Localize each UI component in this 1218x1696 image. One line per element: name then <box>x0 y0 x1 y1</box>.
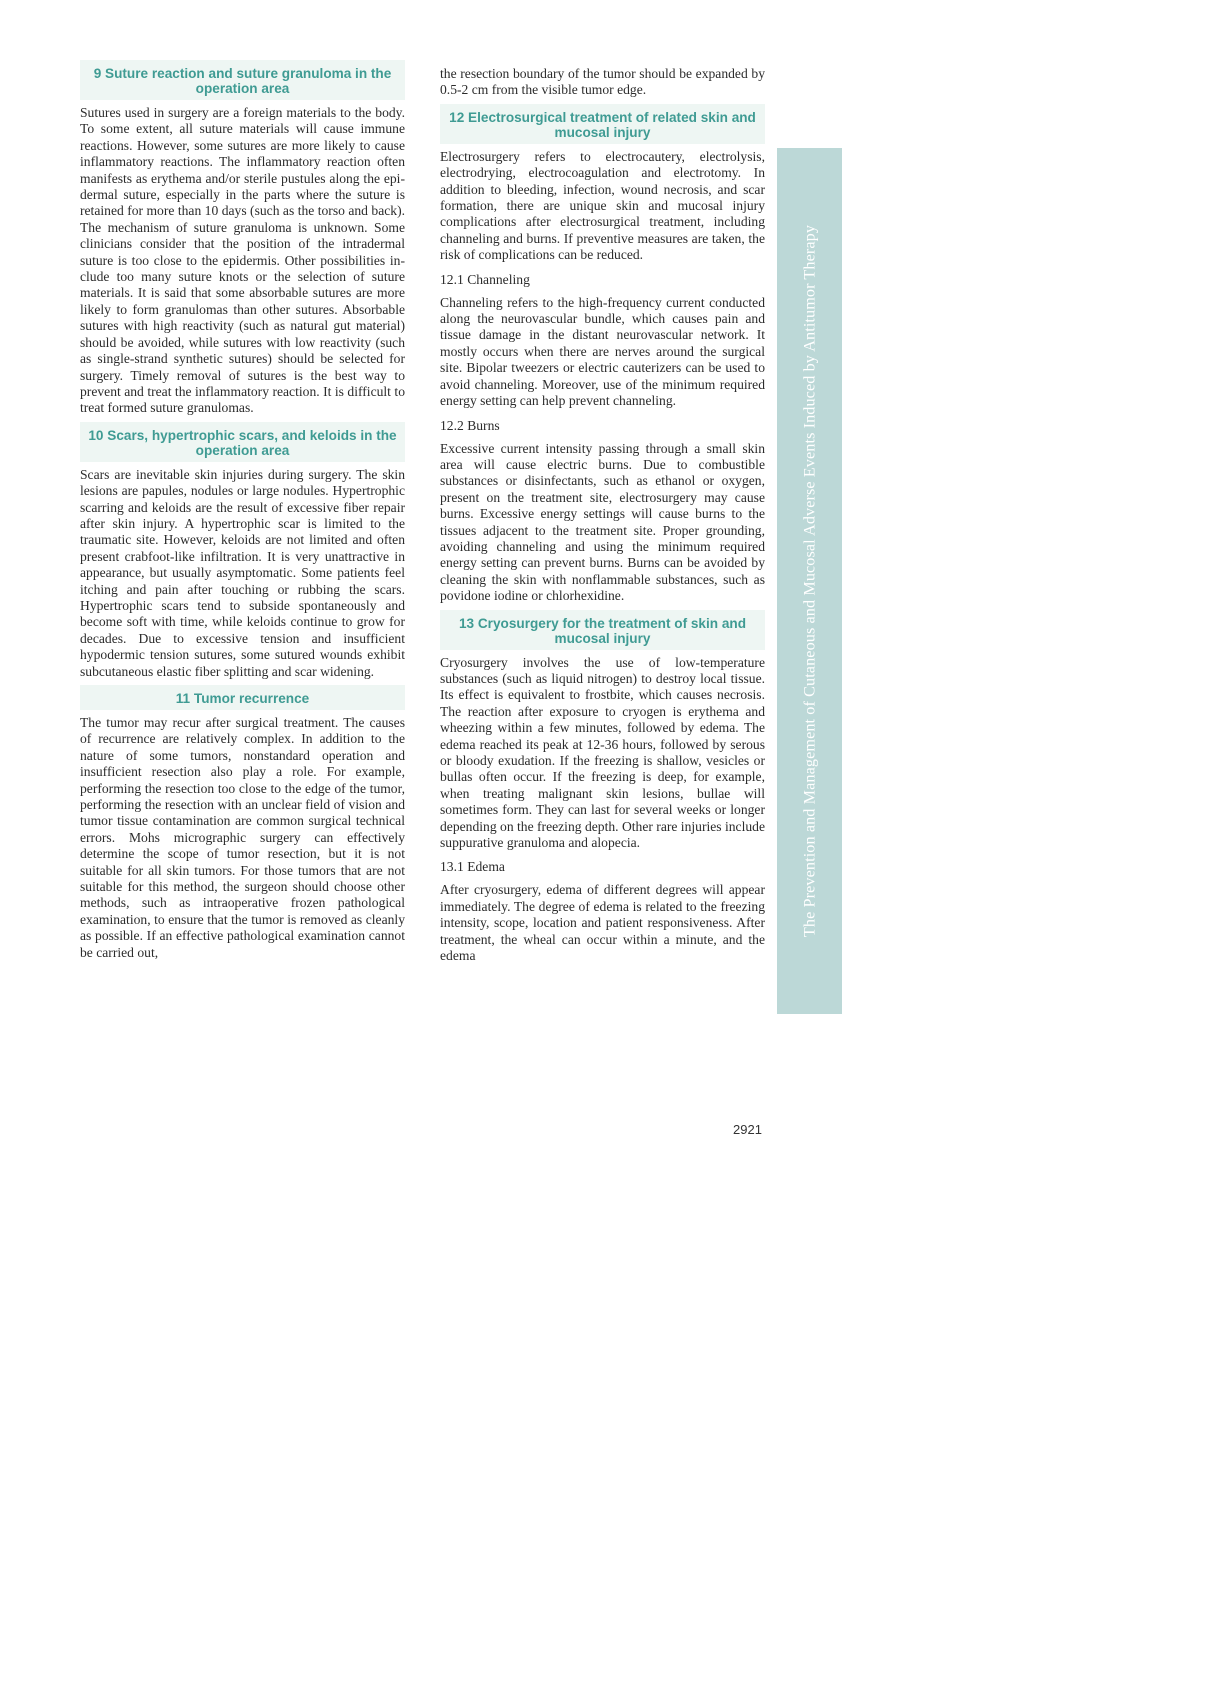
section-body-11: The tumor may recur after surgical treatment. The causes of recurrence are relatively complex. In addition to the nature of some tumors, nonstandard operation and insufficient resection also play a role. For example, performing the resection too close to the edge of the tumor, performing the resection with an unclear field of vision and tumor tissue contamination are common surgical technical errors. Mohs micrographic surgery can effectively determine the scope of tumor resection, but it is not suitable for all skin tumors. For those tumors that are not suitable for this method, the surgeon should choose other methods, such as intraoperative frozen pathological examination, to ensure that the tumor is removed as cleanly as possible. If an effective pathological examination cannot be carried out, <box>80 715 405 960</box>
page-number: 2921 <box>733 1122 762 1137</box>
section-body-13: Cryosurgery involves the use of low-temperature substances (such as liquid nitrogen) to destroy local tissue. Its effect is equivalent to frostbite, which causes necrosis. The reaction after exposure to cryogen is erythema and wheezing within a few minutes, followed by edema. The edema reached its peak at 12-36 hours, followed by serous or bloody exudation. If the freezing is shallow, vesicles or bullas often occur. If the freezing is deep, for example, when treating malignant skin lesions, bullae will sometimes form. They can last for several weeks or longer depending on the freezing depth. Other rare injuries include suppurative granuloma and alopecia. <box>440 654 765 851</box>
section-body-12: Electrosurgery refers to electrocautery, electrolysis, electrodrying, electrocoagulation and electrotomy. In addition to bleeding, infection, wound necrosis, and scar formation, there are unique skin and mucosal injury complications after electrosurgical treatment, including channeling and burns. If preventive measures are taken, the risk of complications can be reduced. <box>440 148 765 263</box>
section-heading-11: 11 Tumor recurrence <box>80 685 405 710</box>
section-heading-12: 12 Electrosurgical treatment of related skin and mucosal injury <box>440 104 765 144</box>
section-11-continuation: the resection boundary of the tumor should be expanded by 0.5-2 cm from the visible tumor edge. <box>440 66 765 98</box>
right-column <box>440 66 765 964</box>
running-title-band <box>777 148 842 1014</box>
subsection-heading-13-1: 13.1 Edema <box>440 859 505 875</box>
subsection-body-12-1: Channeling refers to the high-frequency current conducted along the neurovascular bundle, which causes pain and tissue damage in the distant neurovascular network. It mostly occurs when there are nerves around the surgical site. Bipolar tweezers or electric cauterizers can be used to avoid channeling. Moreover, use of the minimum required energy setting can help prevent channeling. <box>440 294 765 409</box>
subsection-heading-12-1: 12.1 Channeling <box>440 271 530 287</box>
section-heading-13: 13 Cryosurgery for the treatment of skin and mucosal injury <box>440 610 765 650</box>
left-column <box>80 60 405 961</box>
section-heading-9: 9 Suture reaction and suture granuloma in the operation area <box>80 60 405 100</box>
section-body-9: Sutures used in surgery are a foreign materials to the body. To some extent, all suture materials will cause immune reactions. However, some sutures are more likely to cause inflammatory reactions. The inflammatory reaction often manifests as erythema and/or sterile pustules along the epidermal suture, especially in the parts where the suture is retained for more than 10 days (such as the torso and back). The mechanism of suture granuloma is unknown. Some clinicians consider that the position of the intradermal suture is too close to the epidermis. Other possibilities include too many suture knots or the selection of suture materials. It is said that some absorbable sutures are more likely to form granulomas than other sutures. Absorbable sutures with high reactivity (such as natural gut material) should be avoided, while sutures with low reactivity (such as single-strand synthetic sutures) should be selected for surgery. Timely removal of sutures is the best way to prevent and treat the inflammatory reaction. It is difficult to treat formed suture granulomas. <box>80 105 405 416</box>
section-body-10: Scars are inevitable skin injuries during surgery. The skin lesions are papules, nodules or large nodules. Hypertrophic scarring and keloids are the result of excessive fiber repair after skin injury. A hypertrophic scar is limited to the traumatic site. However, keloids are not limited and often present crabfoot-like infiltration. It is very unattractive in appearance, but usually asymptomatic. Some patients feel itching and pain after touching or rubbing the scars. Hypertrophic scars tend to subside spontaneously and become soft with time, while keloids continue to grow for decades. Due to excessive tension and insufficient hypodermic tension sutures, some sutured wounds exhibit subcutaneous elastic fiber splitting and scar widening. <box>80 466 405 679</box>
section-heading-10: 10 Scars, hypertrophic scars, and keloids in the operation area <box>80 422 405 462</box>
subsection-body-12-2: Excessive current intensity passing through a small skin area will cause electric burns. Due to combustible substances or disinfectants, such as ethanol or oxygen, present on the treatment site, electrosurgery may cause burns. Excessive energy settings will cause burns to the tissues adjacent to the treatment site. Proper grounding, avoiding channeling and using the minimum required energy setting can prevent burns. Burns can be avoided by cleaning the skin with nonflammable substances, such as povidone iodine or chlorhexidine. <box>440 440 765 604</box>
subsection-body-13-1: After cryosurgery, edema of different degrees will appear immediately. The degree of edema is related to the freezing intensity, scope, location and patient responsiveness. After treatment, the wheal can occur within a minute, and the edema <box>440 882 765 964</box>
running-title: The Prevention and Management of Cutaneous and Mucosal Adverse Events Induced by Antitumor Therapy <box>800 224 818 938</box>
subsection-heading-12-2: 12.2 Burns <box>440 417 500 433</box>
